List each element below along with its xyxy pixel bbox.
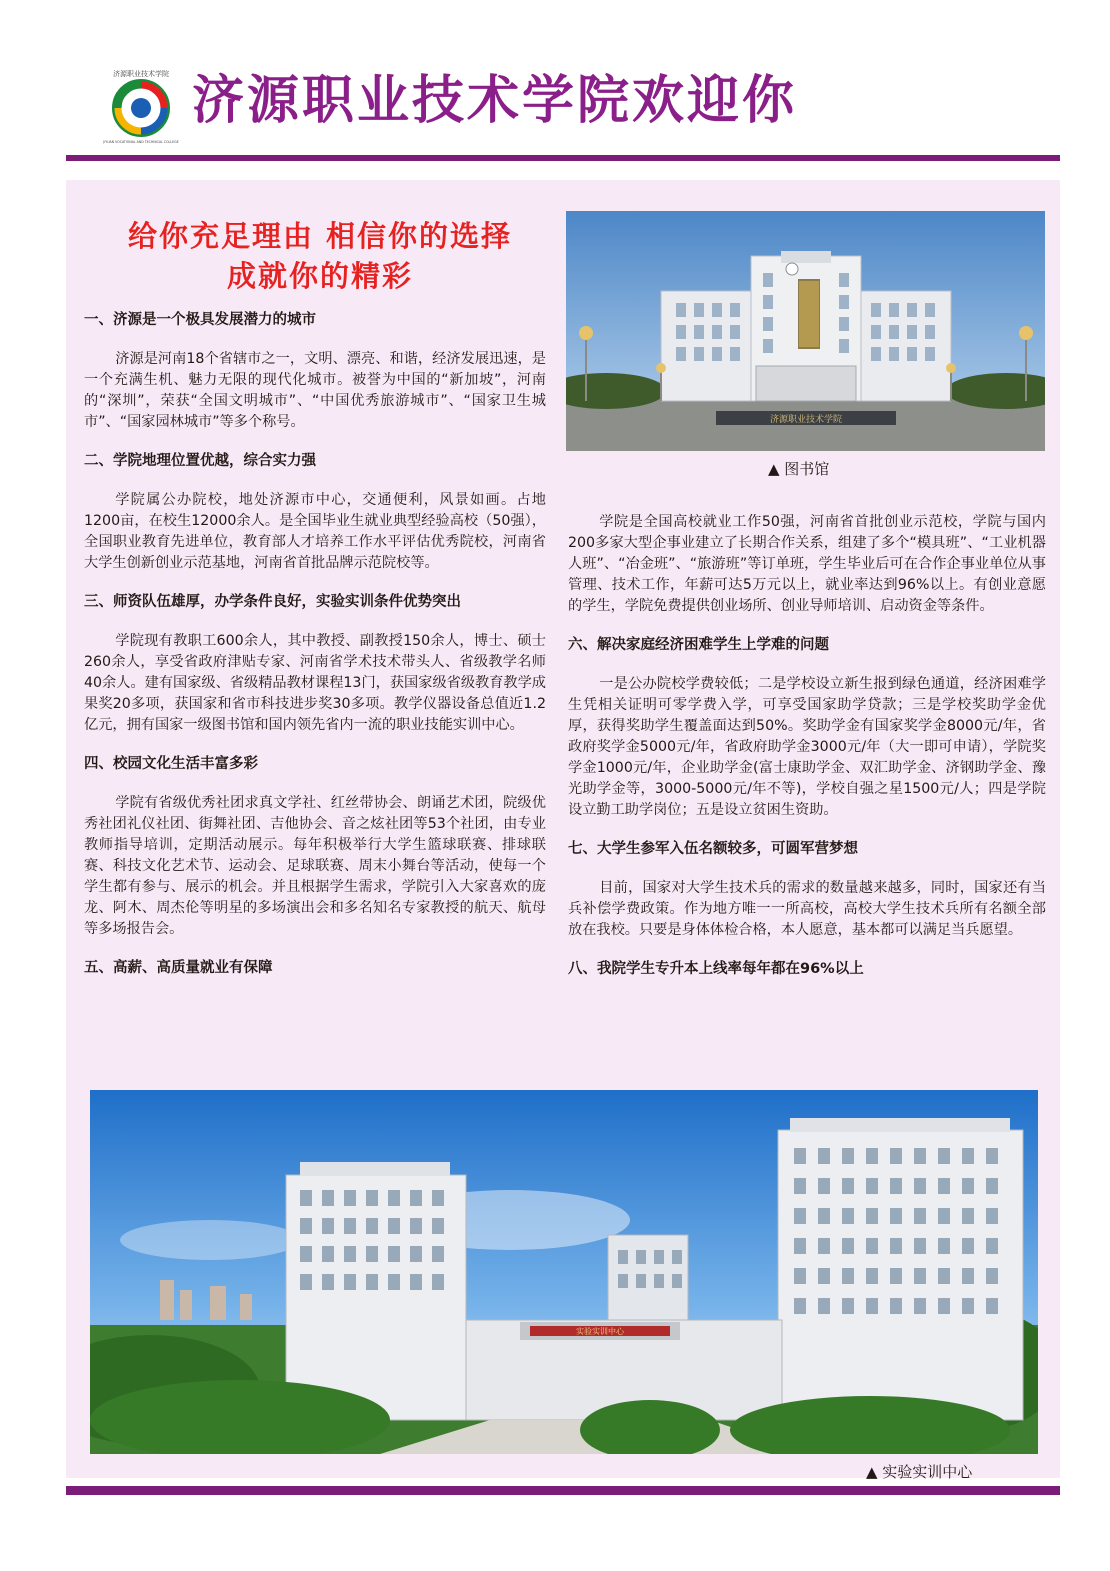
library-sign-bg (799, 281, 819, 347)
college-logo (103, 68, 179, 144)
section-title: 四、校园文化生活丰富多彩 (84, 756, 258, 772)
library-sign-text: 济源职业技术学院 (769, 415, 843, 425)
headline (80, 216, 560, 296)
headline-line1: 给你充足理由 相信你的选择 (127, 219, 513, 253)
section-title: 五、高薪、高质量就业有保障 (84, 960, 273, 976)
section-title: 一、济源是一个极具发展潜力的城市 (84, 312, 316, 328)
section-body: 学院有省级优秀社团求真文学社、红丝带协会、朗诵艺术团，院级优秀社团礼仪社团、街舞社团、吉他协会、音之炫社团等53个社团，由专业教师指导培训，定期活动展示。每年积极举行大学生篮球联赛、排球联赛、科技文化艺术节、运动会、足球联赛、周末小舞台等活动，使每一个学生都有参与、展示的机会。并且根据学生需求，学院引入大家喜欢的庞龙、阿木、周杰伦等明星的多场演出会和多名知名专家教授的航天、航母等多场报告会。 (84, 795, 546, 937)
bottom-divider (66, 1486, 1060, 1495)
library-caption: ▲ 图书馆 (768, 460, 830, 478)
section-title: 二、学院地理位置优越，综合实力强 (84, 453, 316, 469)
section-body: 目前，国家对大学生技术兵的需求的数量越来越多，同时，国家还有当兵补偿学费政策。作为地方唯一一所高校，高校大学生技术兵所有名额全部放在我校。只要是身体体检合格，本人愿意，基本都可以满足当兵愿望。 (568, 880, 1046, 938)
left-column (84, 310, 546, 997)
section-title: 八、我院学生专升本上线率每年都在96%以上 (568, 961, 864, 977)
section-title: 六、解决家庭经济困难学生上学难的问题 (568, 637, 829, 653)
lab-sign-text: 实验实训中心 (576, 1327, 624, 1336)
section-body: 济源是河南18个省辖市之一，文明、漂亮、和谐，经济发展迅速，是一个充满生机、魅力无限的现代化城市。被誉为中国的“新加坡”，河南的“深圳”，荣获“全国文明城市”、“中国优秀旅游城市”、“国家卫生城市”、“国家园林城市”等多个称号。 (84, 351, 546, 430)
top-divider (66, 155, 1060, 161)
section-body: 一是公办院校学费较低；二是学校设立新生报到绿色通道，经济困难学生凭相关证明可零学费入学，可享受国家助学贷款；三是学校奖助学金优厚，获得奖助学生覆盖面达到50%。奖助学金有国家奖学金8000元/年，省政府奖学金5000元/年，省政府助学金3000元/年（大一即可申请），学院奖学金1000元/年，企业助学金(富士康助学金、双汇助学金、济钢助学金、豫光助学金等，3000-5000元/年不等)，学校自强之星1500元/人；四是学院设立勤工助学岗位；五是设立贫困生资助。 (568, 676, 1046, 818)
logo-sub-text: JIYUAN VOCATIONAL AND TECHNICAL COLLEGE (103, 140, 179, 144)
page-title: 济源职业技术学院欢迎你 (192, 71, 798, 131)
section-body: 学院是全国高校就业工作50强，河南省首批创业示范校，学院与国内200多家大型企事业建立了长期合作关系，组建了多个“模具班”、“工业机器人班”、“冶金班”、“旅游班”等订单班，学生毕业后可在合作企事业单位从事管理、技术工作，年薪可达5万元以上，就业率达到96%以上。有创业意愿的学生，学院免费提供创业场所、创业导师培训、启动资金等条件。 (568, 514, 1046, 614)
page-header (0, 0, 1110, 165)
logo-ring-text: 济源职业技术学院 (113, 70, 169, 78)
training-center-caption: ▲ 实验实训中心 (866, 1463, 973, 1481)
training-center-photo (90, 1090, 1038, 1454)
right-column (568, 512, 1046, 998)
section-title: 七、大学生参军入伍名额较多，可圆军营梦想 (568, 841, 858, 857)
headline-line2: 成就你的精彩 (226, 259, 413, 293)
section-body: 学院现有教职工600余人，其中教授、副教授150余人，博士、硕士260余人，享受省政府津贴专家、河南省学术技术带头人、省级教学名师40余人。建有国家级、省级精品教材课程13门，获国家级省级教育教学成果奖20多项，获国家和省市科技进步奖30多项。教学仪器设备总值近1.2亿元，拥有国家一级图书馆和国内领先省内一流的职业技能实训中心。 (84, 633, 546, 733)
section-title: 三、师资队伍雄厚，办学条件良好，实验实训条件优势突出 (84, 594, 461, 610)
section-body: 学院属公办院校，地处济源市中心，交通便利，风景如画。占地1200亩，在校生12000余人。是全国毕业生就业典型经验高校（50强），全国职业教育先进单位，教育部人才培养工作水平评估优秀院校，河南省大学生创新创业示范基地，河南省首批品牌示范院校等。 (84, 492, 546, 571)
library-photo (566, 211, 1045, 451)
